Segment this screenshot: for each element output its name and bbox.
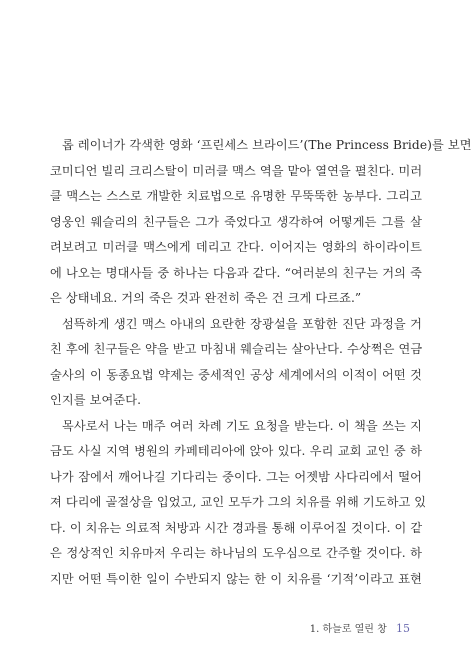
text-line: 섬뜩하게 생긴 맥스 아내의 요란한 장광설을 포함한 진단 과정을 거 [62, 316, 422, 331]
text-line: 려보려고 미러클 맥스에게 데리고 간다. 이어지는 영화의 하이라이트 [50, 240, 422, 254]
body-text [50, 133, 472, 592]
text-line: 영웅인 웨슬리의 친구들은 그가 죽었다고 생각하여 어떻게든 그를 살 [50, 214, 422, 229]
text-line: 져 다리에 골절상을 입었고, 교인 모두가 그의 치유를 위해 기도하고 있 [50, 495, 427, 509]
text-line: 목사로서 나는 매주 여러 차례 기도 요청을 받는다. 이 책을 쓰는 지 [62, 418, 422, 433]
text-line: 친 후에 친구들은 약을 받고 마침내 웨슬리는 살아난다. 수상쩍은 연금 [50, 342, 423, 356]
text-line: 인지를 보여준다. [50, 393, 142, 407]
text-line: 지만 어떤 특이한 일이 수반되지 않는 한 이 치유를 ‘기적’이라고 표현 [50, 571, 422, 586]
text-line: 은 정상적인 치유마저 우리는 하나님의 도우심으로 간주할 것이다. 하 [50, 546, 422, 560]
text-line: 코미디언 빌리 크리스탈이 미러클 맥스 역을 맡아 열연을 펼친다. 미러 [50, 163, 423, 178]
text-line: 다. 이 치유는 의료적 처방과 시간 경과를 통해 이루어질 것이다. 이 같 [50, 520, 423, 535]
text-line: 롭 레이너가 각색한 영화 ‘프린세스 브라이드’(The Princess Bride)를 보면 [62, 138, 472, 152]
chapter-title: 1. 하늘로 열린 창 [309, 624, 387, 635]
text-line: 은 상태네요. 거의 죽은 것과 완전히 죽은 건 크게 다르죠.” [50, 291, 362, 305]
text-line: 나가 잠에서 깨어나길 기다리는 중이다. 그는 어젯밤 사다리에서 떨어 [50, 469, 422, 484]
text-line: 술사의 이 동종요법 약제는 중세적인 공상 세계에서의 이적이 어떤 것 [50, 367, 422, 382]
text-line: 클 맥스는 스스로 개발한 치료법으로 유명한 무뚝뚝한 농부다. 그리고 [50, 189, 422, 203]
text-line: 에 나오는 명대사들 중 하나는 다음과 같다. “여러분의 친구는 거의 죽 [50, 265, 422, 280]
page-number: 15 [396, 622, 410, 635]
text-line: 금도 사실 지역 병원의 카페테리아에 앉아 있다. 우리 교회 교인 중 하 [50, 444, 422, 458]
page-footer [310, 620, 410, 635]
